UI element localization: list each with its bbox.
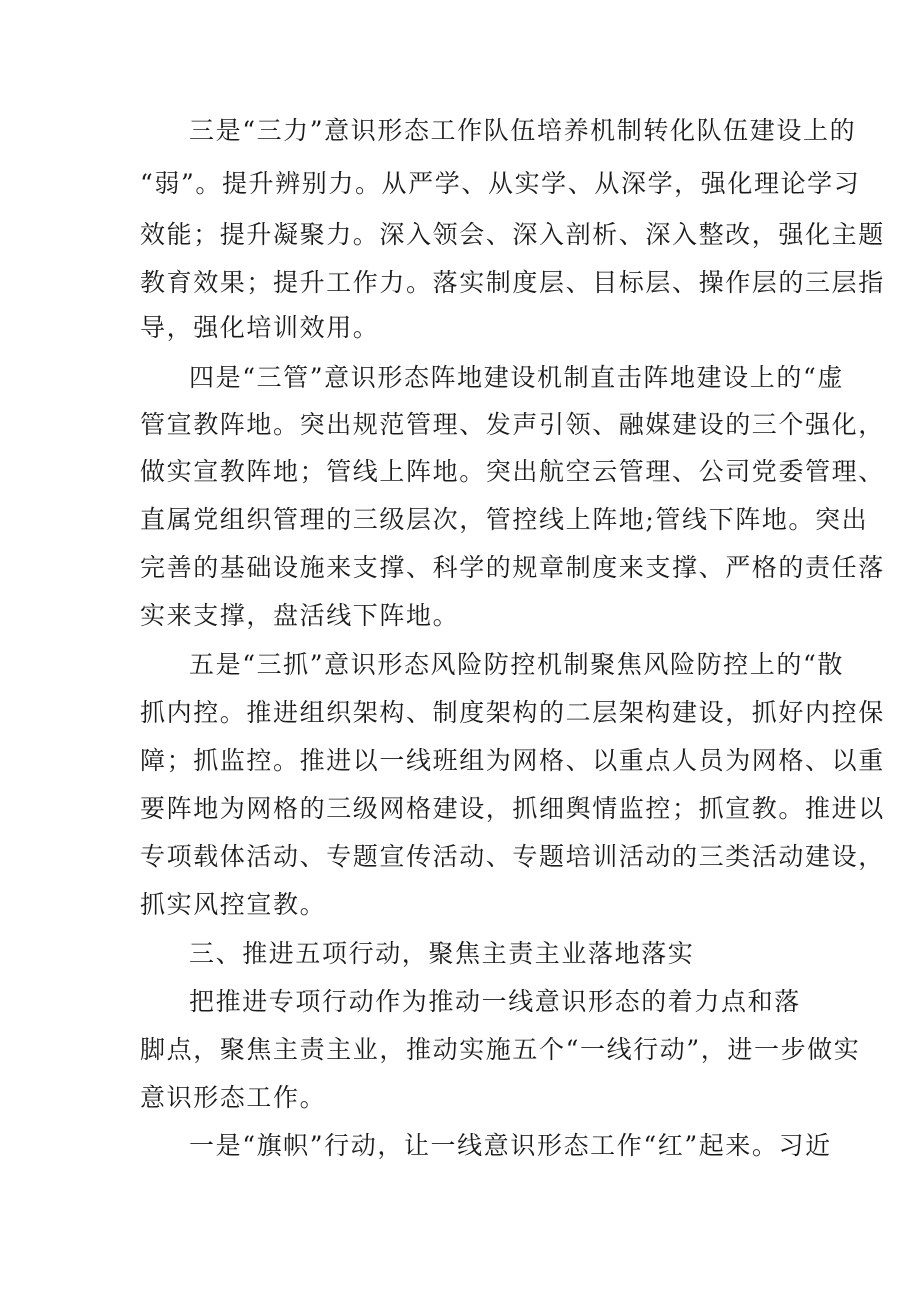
paragraph-line: 管宣教阵地。突出规范管理、发声引领、融媒建设的三个强化， [140,410,885,439]
paragraph-line: “弱”。提升辨别力。从严学、从实学、从深学，强化理论学习 [140,169,861,198]
paragraph-line: 直属党组织管理的三级层次，管控线上阵地;管线下阵地。突出 [140,505,869,534]
paragraph-line: 专项载体活动、专题宣传活动、专题培训活动的三类活动建设， [140,842,885,871]
paragraph-line: 抓实风控宣教。 [140,890,327,919]
paragraph-line: 五是“三抓”意识形态风险防控机制聚焦风险防控上的“散 [189,650,844,679]
paragraph-line: 做实宣教阵地；管线上阵地。突出航空云管理、公司党委管理、 [140,457,885,486]
paragraph-line: 一是“旗帜”行动，让一线意识形态工作“红”起来。习近 [189,1131,832,1160]
section-heading: 三、推进五项行动，聚焦主责主业落地落实 [189,939,695,968]
paragraph-line: 脚点，聚焦主责主业，推动实施五个“一线行动”，进一步做实 [140,1035,861,1064]
paragraph-line: 效能；提升凝聚力。深入领会、深入剖析、深入整改，强化主题 [140,220,885,249]
paragraph-line: 三是“三力”意识形态工作队伍培养机制转化队伍建设上的 [189,116,857,145]
paragraph-line: 抓内控。推进组织架构、制度架构的二层架构建设，抓好内控保 [140,698,885,727]
paragraph-line: 四是“三管”意识形态阵地建设机制直击阵地建设上的“虚 [189,363,844,392]
paragraph-line: 把推进专项行动作为推动一线意识形态的着力点和落 [189,987,801,1016]
paragraph-line: 导，强化培训效用。 [140,313,380,342]
paragraph-line: 意识形态工作。 [140,1083,327,1112]
paragraph-line: 障；抓监控。推进以一线班组为网格、以重点人员为网格、以重 [140,746,885,775]
paragraph-line: 教育效果；提升工作力。落实制度层、目标层、操作层的三层指 [140,268,885,297]
paragraph-line: 完善的基础设施来支撑、科学的规章制度来支撑、严格的责任落 [140,553,885,582]
paragraph-line: 要阵地为网格的三级网格建设，抓细舆情监控；抓宣教。推进以 [140,794,885,823]
paragraph-line: 实来支撑，盘活线下阵地。 [140,601,460,630]
